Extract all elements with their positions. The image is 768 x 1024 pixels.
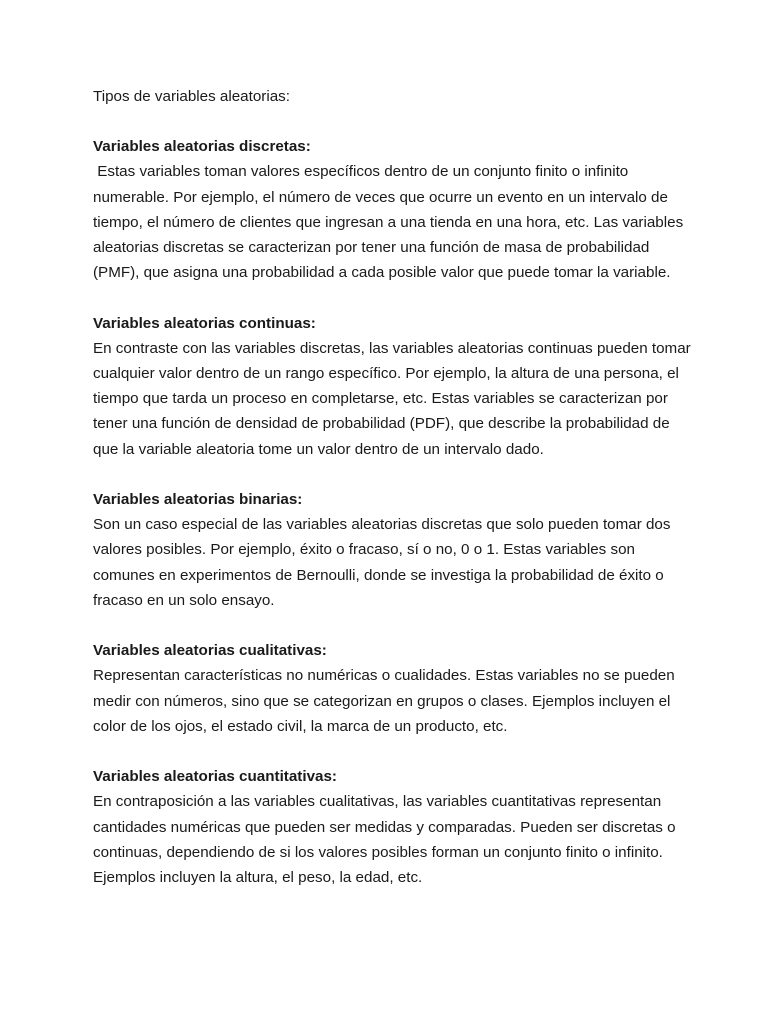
document-content xyxy=(93,84,693,915)
section-body: En contraposición a las variables cualitativas, las variables cuantitativas representan cantidades numéricas que pueden ser medidas y comparadas. Pueden ser discretas o continuas, dependiendo de si los valores posibles forman un conjunto finito o infinito. Ejemplos incluyen la altura, el peso, la edad, etc. xyxy=(93,793,676,887)
section-body: Son un caso especial de las variables aleatorias discretas que solo pueden tomar dos valores posibles. Por ejemplo, éxito o fracaso, sí o no, 0 o 1. Estas variables son comunes en experimentos de Bernoulli, donde se investiga la probabilidad de éxito o fracaso en un solo ensayo. xyxy=(93,516,671,609)
section-heading: Variables aleatorias binarias: xyxy=(93,491,303,509)
section-heading: Variables aleatorias discretas: xyxy=(93,138,311,156)
section-cuantitativas xyxy=(93,764,693,890)
section-heading: Variables aleatorias cualitativas: xyxy=(93,642,327,660)
section-cualitativas xyxy=(93,638,693,739)
section-heading: Variables aleatorias cuantitativas: xyxy=(93,768,337,786)
section-binarias xyxy=(93,487,693,613)
section-body: En contraste con las variables discretas, las variables aleatorias continuas pueden tomar cualquier valor dentro de un rango específico. Por ejemplo, la altura de una persona, el tiempo que tarda un proceso en completarse, etc. Estas variables se caracterizan por tener una función de densidad de probabilidad (PDF), que describe la probabilidad de que la variable aleatoria tome un valor dentro de un intervalo dado. xyxy=(93,339,691,458)
section-continuas xyxy=(93,311,693,462)
section-discretas xyxy=(93,134,693,285)
document-title: Tipos de variables aleatorias: xyxy=(93,88,290,105)
section-body: Representan características no numéricas o cualidades. Estas variables no se pueden medir con números, sino que se categorizan en grupos o clases. Ejemplos incluyen el color de los ojos, el estado civil, la marca de un producto, etc. xyxy=(93,667,675,735)
section-heading: Variables aleatorias continuas: xyxy=(93,314,316,332)
section-body: Estas variables toman valores específicos dentro de un conjunto finito o infinito numerable. Por ejemplo, el número de veces que ocurre un evento en un intervalo de tiempo, el número de clientes que ingresan a una tienda en una hora, etc. Las variables aleatorias discretas se caracterizan por tener una función de masa de probabilidad (PMF), que asigna una probabilidad a cada posible valor que puede tomar la variable. xyxy=(93,163,688,282)
